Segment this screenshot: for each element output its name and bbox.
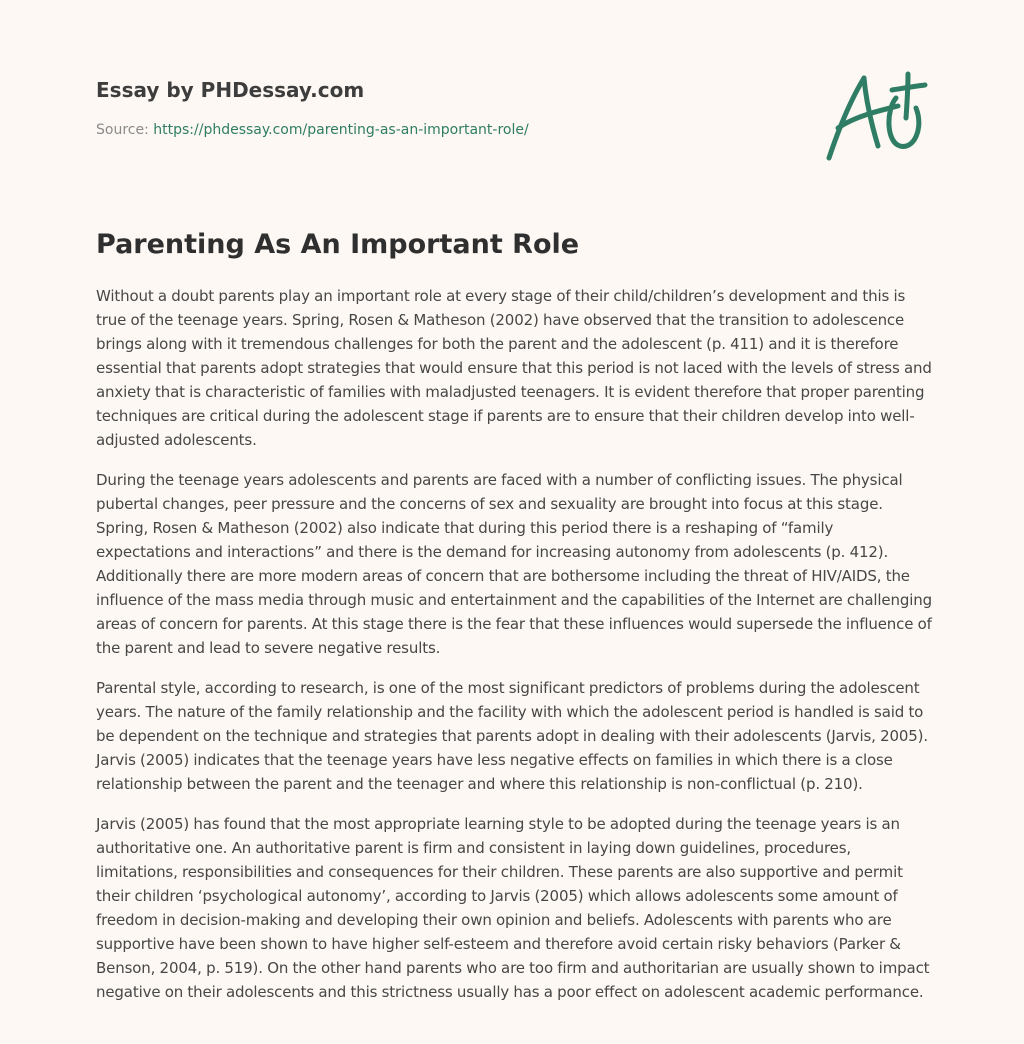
article-body bbox=[96, 284, 932, 1020]
article-paragraph: Jarvis (2005) has found that the most appropriate learning style to be adopted during the teenage years is an authoritative one. An authoritative parent is firm and consistent in laying down guidelines, procedures, limitations, responsibilities and consequences for their children. These parents are also supportive and permit their children ‘psychological autonomy’, according to Jarvis (2005) which allows adolescents some amount of freedom in decision-making and developing their own opinion and beliefs. Adolescents with parents who are supportive have been shown to have higher self-esteem and therefore avoid certain risky behaviors (Parker & Benson, 2004, p. 519). On the other hand parents who are too firm and authoritarian are usually shown to impact negative on their adolescents and this strictness usually has a poor effect on adolescent academic performance. bbox=[96, 815, 930, 1001]
a-plus-icon bbox=[820, 66, 930, 166]
site-brand: Essay by PHDessay.com bbox=[96, 78, 365, 102]
article-title: Parenting As An Important Role bbox=[96, 229, 580, 260]
source-line bbox=[96, 120, 796, 140]
article-paragraph: Parental style, according to research, is one of the most significant predictors of problems during the adolescent years. The nature of the family relationship and the facility with which the adolescent period is handled is said to be dependent on the technique and strategies that parents adopt in dealing with their adolescents (Jarvis, 2005). Jarvis (2005) indicates that the teenage years have less negative effects on families in which there is a close relationship between the parent and the teenager and where this relationship is non-conflictual (p. 210). bbox=[96, 679, 928, 793]
article-paragraph: During the teenage years adolescents and parents are faced with a number of conflicting issues. The physical pubertal changes, peer pressure and the concerns of sex and sexuality are brought into focus at this stage. Spring, Rosen & Matheson (2002) also indicate that during this period there is a reshaping of “family expectations and interactions” and there is the demand for increasing autonomy from adolescents (p. 412). Additionally there are more modern areas of concern that are bothersome including the threat of HIV/AIDS, the influence of the mass media through music and entertainment and the capabilities of the Internet are challenging areas of concern for parents. At this stage there is the fear that these influences would supersede the influence of the parent and lead to severe negative results. bbox=[96, 471, 932, 657]
article-paragraph: Without a doubt parents play an important role at every stage of their child/children’s development and this is true of the teenage years. Spring, Rosen & Matheson (2002) have observed that the transition to adolescence brings along with it tremendous challenges for both the parent and the adolescent (p. 411) and it is therefore essential that parents adopt strategies that would ensure that this period is not laced with the levels of stress and anxiety that is characteristic of families with maladjusted teenagers. It is evident therefore that proper parenting techniques are critical during the adolescent stage if parents are to ensure that their children develop into well-adjusted adolescents. bbox=[96, 287, 932, 449]
page-header bbox=[96, 76, 796, 140]
source-link[interactable]: https://phdessay.com/parenting-as-an-important-role/ bbox=[153, 122, 529, 138]
source-label: Source: bbox=[96, 122, 149, 138]
